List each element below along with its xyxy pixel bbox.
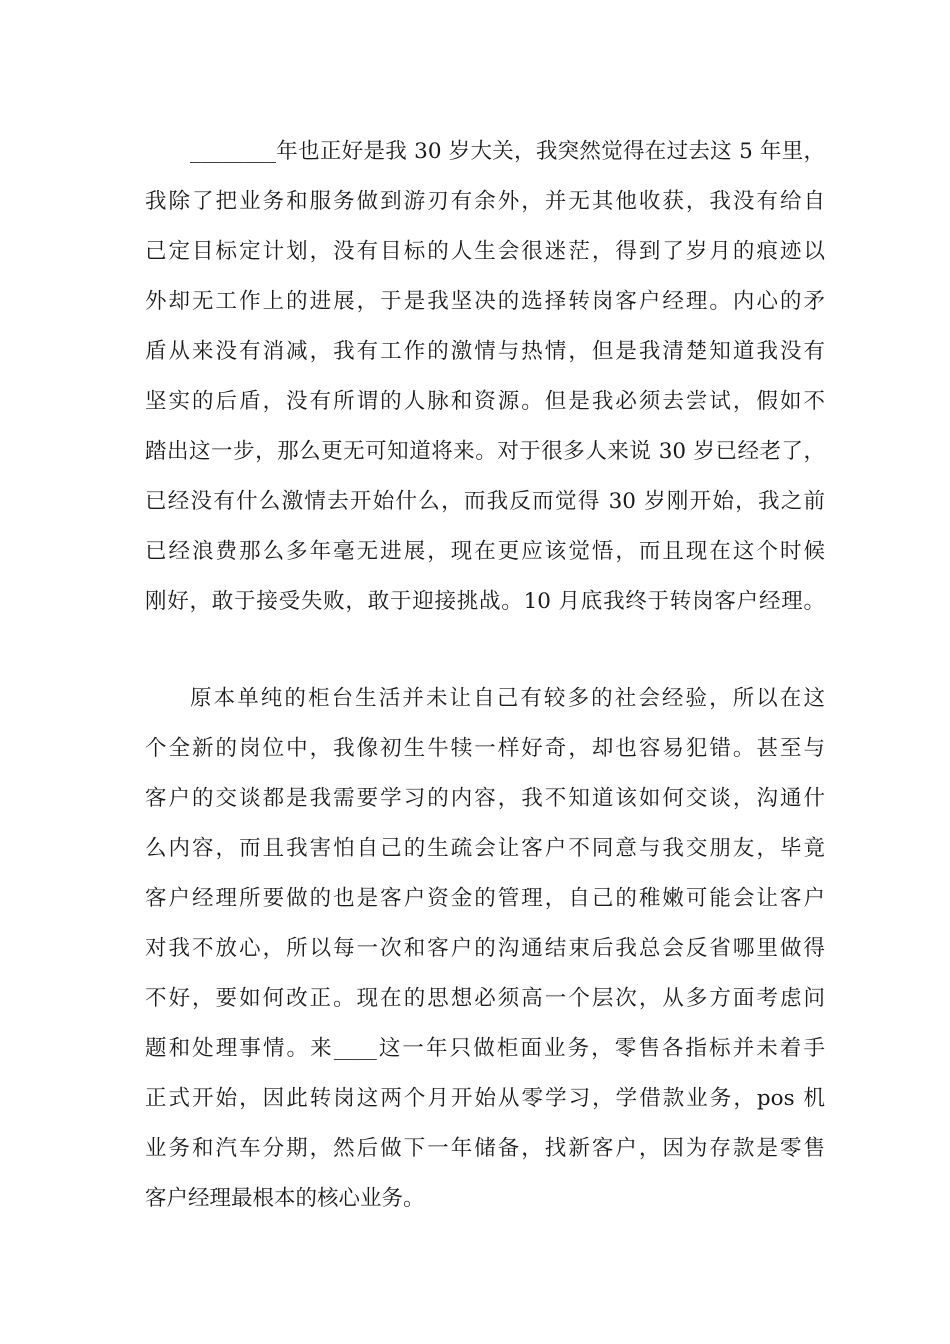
- paragraph-1-line-5: 盾从来没有消减，我有工作的激情与热情，但是我清楚知道我没有: [145, 339, 825, 364]
- paragraph-1-line-8: 已经没有什么激情去开始什么，而我反而觉得 30 岁刚开始，我之前: [145, 489, 825, 514]
- paragraph-2-line-8: 题和处理事情。来____这一年只做柜面业务，零售各指标并未着手: [145, 1036, 825, 1061]
- paragraph-2-line-4: 么内容，而且我害怕自己的生疏会让客户不同意与我交朋友，毕竟: [145, 836, 825, 861]
- paragraph-1-line-6: 坚实的后盾，没有所谓的人脉和资源。但是我必须去尝试，假如不: [145, 389, 825, 414]
- paragraph-2-line-9: 正式开始，因此转岗这两个月开始从零学习，学借款业务，pos 机: [145, 1086, 825, 1111]
- paragraph-1-line-4: 外却无工作上的进展，于是我坚决的选择转岗客户经理。内心的矛: [145, 289, 825, 314]
- paragraph-1-line-10: 刚好，敢于接受失败，敢于迎接挑战。10 月底我终于转岗客户经理。: [145, 589, 825, 614]
- paragraph-1-line-9: 已经浪费那么多年毫无进展，现在更应该觉悟，而且现在这个时候: [145, 539, 825, 564]
- paragraph-1-line-2: 我除了把业务和服务做到游刃有余外，并无其他收获，我没有给自: [145, 189, 825, 214]
- paragraph-1-line-3: 己定目标定计划，没有目标的人生会很迷茫，得到了岁月的痕迹以: [145, 239, 825, 264]
- paragraph-2-line-1: 原本单纯的柜台生活并未让自己有较多的社会经验，所以在这: [190, 686, 825, 711]
- paragraph-2-line-5: 客户经理所要做的也是客户资金的管理，自己的稚嫩可能会让客户: [145, 886, 825, 911]
- paragraph-1-line-7: 踏出这一步，那么更无可知道将来。对于很多人来说 30 岁已经老了，: [145, 439, 825, 464]
- paragraph-2-line-2: 个全新的岗位中，我像初生牛犊一样好奇，却也容易犯错。甚至与: [145, 736, 825, 761]
- paragraph-2-line-11: 客户经理最根本的核心业务。: [145, 1186, 425, 1211]
- paragraph-2-line-6: 对我不放心，所以每一次和客户的沟通结束后我总会反省哪里做得: [145, 936, 825, 961]
- paragraph-1-line-1: ________年也正好是我 30 岁大关，我突然觉得在过去这 5 年里，: [190, 139, 825, 164]
- paragraph-2-line-3: 客户的交谈都是我需要学习的内容，我不知道该如何交谈，沟通什: [145, 786, 825, 811]
- paragraph-2-line-10: 业务和汽车分期，然后做下一年储备，找新客户，因为存款是零售: [145, 1136, 825, 1161]
- paragraph-2-line-7: 不好，要如何改正。现在的思想必须高一个层次，从多方面考虑问: [145, 986, 825, 1011]
